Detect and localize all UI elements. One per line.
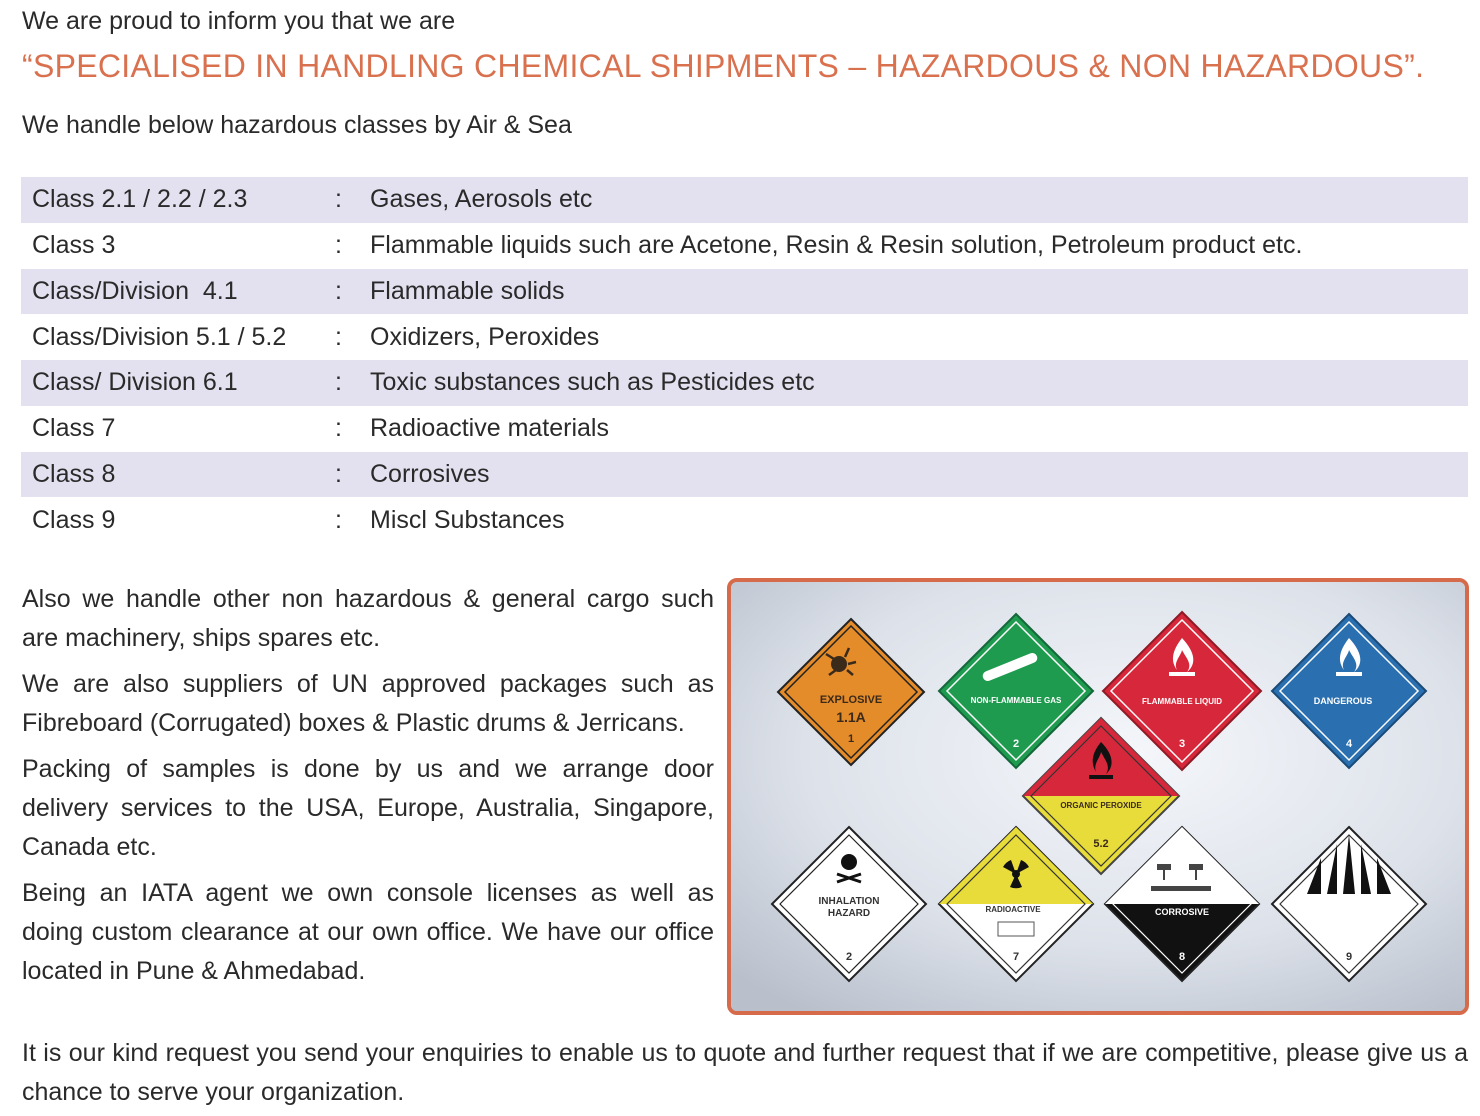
paragraph-samples: Packing of samples is done by us and we arrange door delivery services to the USA, Europe, Australia, Singapore, Canada etc.: [22, 755, 714, 861]
dangerous-number: 4: [1345, 738, 1353, 750]
table-row: [21, 360, 1468, 406]
separator: :: [335, 414, 342, 443]
class-description: Gases, Aerosols etc: [370, 177, 1468, 223]
separator: :: [335, 322, 342, 351]
class-name: Class/Division 4.1: [21, 269, 335, 315]
organic-peroxide-number: 5.2: [1093, 838, 1109, 850]
non-flammable-gas-label: NON-FLAMMABLE GAS: [970, 696, 1062, 705]
separator: :: [335, 505, 342, 534]
inhalation-number: 2: [845, 951, 853, 963]
non-flammable-gas-number: 2: [1012, 738, 1020, 750]
corrosive-number: 8: [1178, 951, 1186, 963]
closing-paragraph: It is our kind request you send your enquiries to enable us to quote and further request that if we are competitive, please give us a chance to serve your organization.: [22, 1039, 1468, 1106]
hazard-placards-photo: [727, 578, 1469, 1015]
table-row: [21, 314, 1468, 360]
intro-text: We are proud to inform you that we are: [22, 7, 456, 35]
class-name: Class 3: [32, 231, 116, 260]
flammable-liquid-number: 3: [1178, 738, 1186, 750]
corrosive-label: CORROSIVE: [1154, 907, 1210, 917]
placards-illustration: [731, 582, 1465, 1011]
class-name: Class 8: [21, 452, 335, 498]
class-description: Toxic substances such as Pesticides etc: [370, 360, 1468, 406]
organic-peroxide-label: ORGANIC PEROXIDE: [1060, 801, 1142, 810]
flammable-liquid-label: FLAMMABLE LIQUID: [1142, 697, 1222, 706]
table-row: [21, 452, 1468, 498]
table-row: [21, 223, 1468, 269]
hazard-class-table: [21, 177, 1468, 543]
inhalation-label: INHALATION: [818, 896, 880, 907]
explosive-label: EXPLOSIVE: [819, 694, 883, 706]
paragraph-iata: Being an IATA agent we own console licenses as well as doing custom clearance at our own office. We have our office located in Pune & Ahmedabad.: [22, 879, 714, 985]
classes-subheading: We handle below hazardous classes by Air & Sea: [22, 111, 572, 139]
class-description: Flammable liquids such are Acetone, Resin & Resin solution, Petroleum product etc.: [370, 231, 1303, 260]
inhalation-label-2: HAZARD: [827, 908, 871, 919]
class-description: Radioactive materials: [370, 414, 609, 443]
class-name: Class 9: [32, 505, 116, 534]
explosive-number: 1: [847, 733, 855, 745]
table-row: [21, 177, 1468, 223]
table-row: [21, 406, 1468, 452]
table-row: [21, 497, 1468, 543]
class-name: Class 7: [32, 414, 116, 443]
class-name: Class 2.1 / 2.2 / 2.3: [21, 177, 335, 223]
class-description: Oxidizers, Peroxides: [370, 322, 600, 351]
services-text: [22, 580, 714, 998]
class-description: Miscl Substances: [370, 505, 565, 534]
separator: :: [335, 452, 370, 498]
paragraph-general-cargo: Also we handle other non hazardous & general cargo such are machinery, ships spares etc.: [22, 585, 714, 652]
miscellaneous-number: 9: [1345, 951, 1353, 963]
dangerous-label: DANGEROUS: [1313, 696, 1373, 706]
radioactive-number: 7: [1012, 951, 1020, 963]
class-name: Class/Division 5.1 / 5.2: [32, 322, 287, 351]
separator: :: [335, 177, 370, 223]
paragraph-packages: We are also suppliers of UN approved packages such as Fibreboard (Corrugated) boxes & Plastic drums & Jerricans.: [22, 670, 714, 737]
class-description: Corrosives: [370, 452, 1468, 498]
class-name: Class/ Division 6.1: [21, 360, 335, 406]
separator: :: [335, 231, 342, 260]
table-row: [21, 269, 1468, 315]
headline: “SPECIALISED IN HANDLING CHEMICAL SHIPMENTS – HAZARDOUS & NON HAZARDOUS”.: [22, 48, 1425, 84]
separator: :: [335, 360, 370, 406]
separator: :: [335, 269, 370, 315]
class-description: Flammable solids: [370, 269, 1468, 315]
radioactive-label: RADIOACTIVE: [985, 905, 1041, 914]
explosive-division: 1.1A: [836, 709, 866, 725]
